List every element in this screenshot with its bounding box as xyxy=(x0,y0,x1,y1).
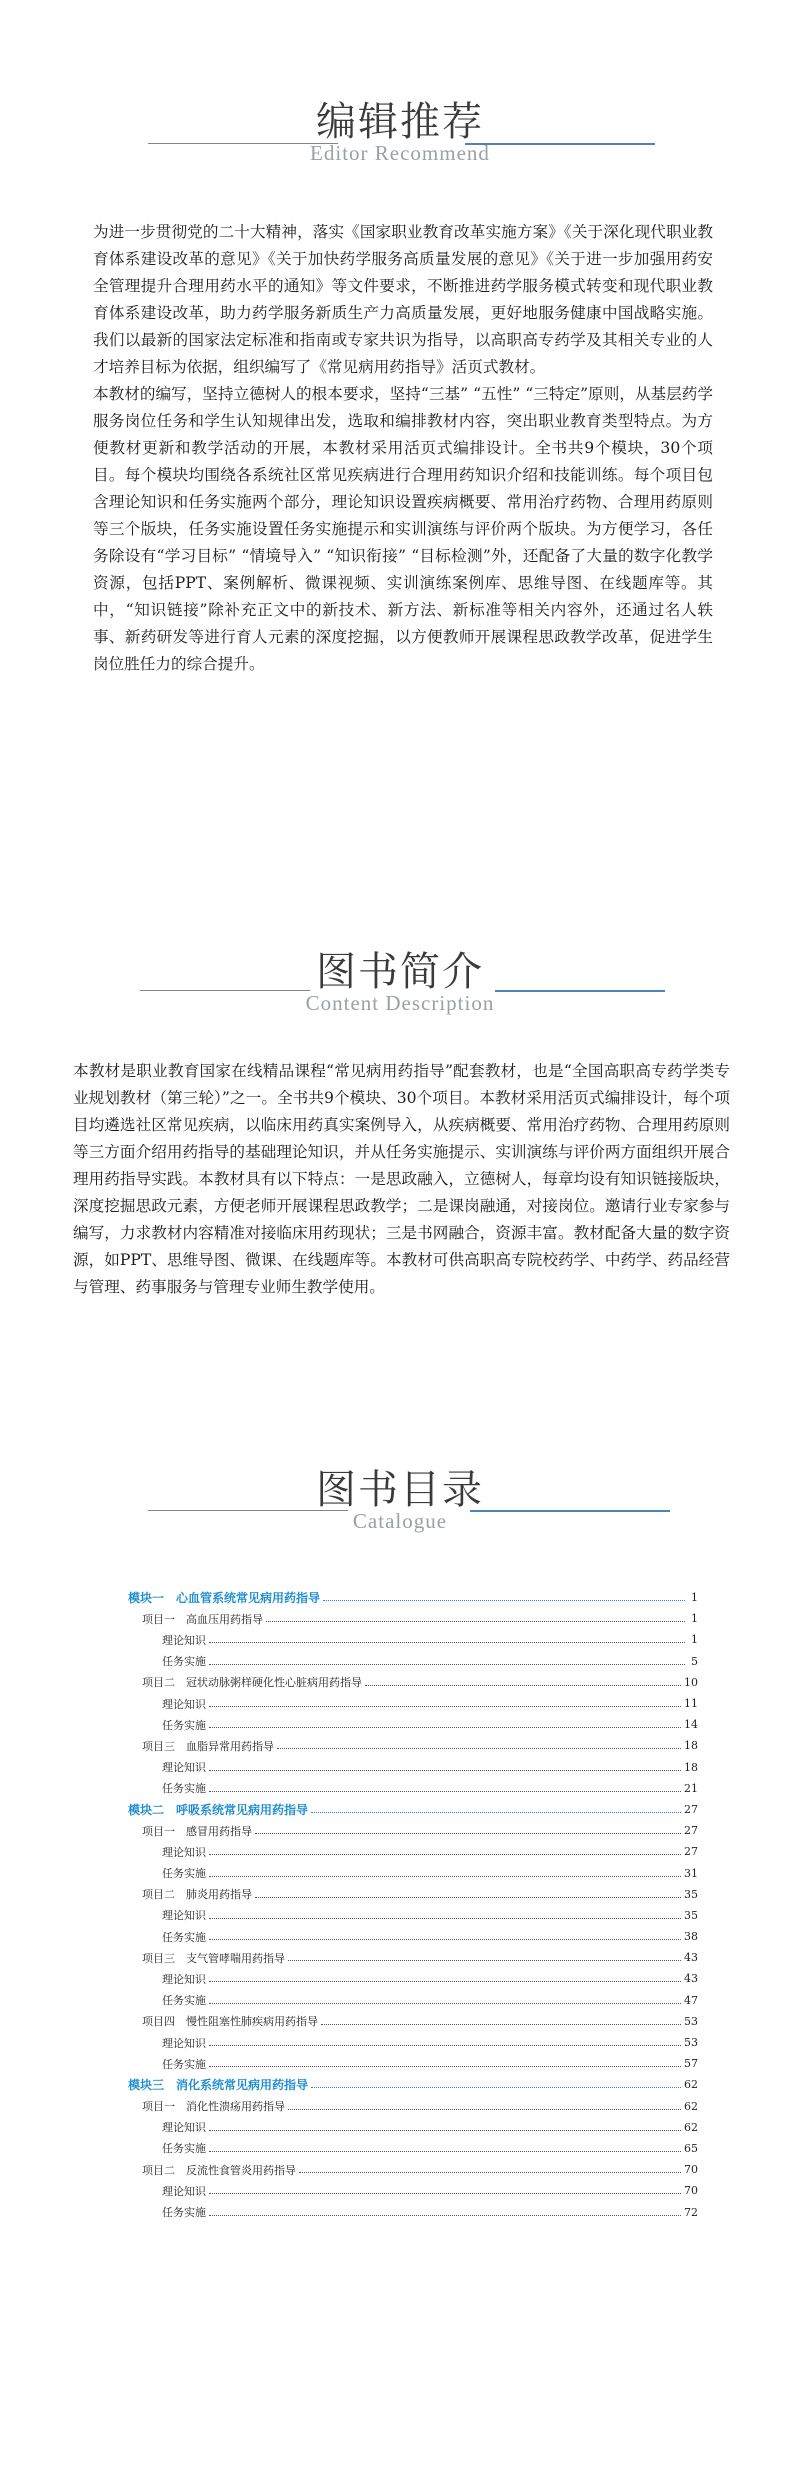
toc-entry-page: 27 xyxy=(684,1824,698,1838)
toc-entry-project xyxy=(128,1608,698,1629)
toc-entry-page: 5 xyxy=(691,1654,698,1668)
toc-leader-dots xyxy=(209,1939,681,1940)
toc-entry-page: 43 xyxy=(684,1951,698,1965)
toc-entry-module xyxy=(128,1587,698,1608)
toc-entry-page: 1 xyxy=(691,1612,698,1626)
toc-leader-dots xyxy=(209,2066,681,2067)
toc-entry-page: 57 xyxy=(684,2057,698,2071)
toc-leader-dots xyxy=(323,1600,685,1601)
toc-entry-sub xyxy=(128,1841,698,1862)
toc-entry-sub xyxy=(128,2053,698,2074)
toc-entry-label: 理论知识 xyxy=(162,2184,206,2198)
editor-title-cn: 编辑推荐 xyxy=(316,99,484,145)
editor-paragraph-2: 本教材的编写，坚持立德树人的根本要求，坚持“三基” “五性” “三特定”原则，从基层药学服务岗位任务和学生认知规律出发，选取和编排教材内容，突出职业教育类型特点。为方便教材更新和教学活动的开展，本教材采用活页式编排设计。全书共9个模块，30个项目。每个模块均围绕各系统社区常见疾病进行合理用药知识介绍和技能训练。每个项目包含理论知识和任务实施两个部分，理论知识设置疾病概要、常用治疗药物、合理用药原则等三个版块，任务实施设置任务实施提示和实训演练与评价两个版块。为方便学习，各任务除设有“学习目标” “情境导入” “知识衔接” “目标检测”外，还配备了大量的数字化教学资源，包括PPT、案例解析、微课视频、实训演练案例库、思维导图、在线题库等。其中，“知识链接”除补充正文中的新技术、新方法、新标准等相关内容外，还通过名人轶事、新药研发等进行育人元素的深度挖掘，以方便教师开展课程思政教学改革，促进学生岗位胜任力的综合提升。 xyxy=(93,385,713,673)
toc-leader-dots xyxy=(209,2151,681,2152)
toc-entry-module xyxy=(128,2074,698,2095)
toc-entry-page: 31 xyxy=(684,1866,698,1880)
toc-entry-project xyxy=(128,2159,698,2180)
toc-entry-label: 理论知识 xyxy=(162,1633,206,1647)
toc-entry-page: 62 xyxy=(684,2078,698,2092)
toc-entry-page: 1 xyxy=(691,1591,698,1605)
description-divider-left xyxy=(140,990,310,991)
editor-divider-right xyxy=(465,143,655,145)
toc-leader-dots xyxy=(311,2087,681,2088)
toc-entry-label: 任务实施 xyxy=(162,1655,206,1669)
toc-entry-sub xyxy=(128,1714,698,1735)
toc-leader-dots xyxy=(209,2045,681,2046)
catalogue-section-header xyxy=(0,1458,800,1534)
toc-entry-label: 任务实施 xyxy=(162,1994,206,2008)
toc-entry-sub xyxy=(128,2180,698,2201)
toc-entry-sub xyxy=(128,1757,698,1778)
toc-leader-dots xyxy=(266,1621,685,1622)
toc-entry-sub xyxy=(128,1926,698,1947)
toc-leader-dots xyxy=(288,1960,681,1961)
table-of-contents xyxy=(128,1587,698,2223)
toc-entry-page: 70 xyxy=(684,2163,698,2177)
toc-leader-dots xyxy=(209,1642,685,1643)
toc-leader-dots xyxy=(209,1664,685,1665)
editor-body xyxy=(93,219,713,678)
toc-entry-label: 理论知识 xyxy=(162,1697,206,1711)
toc-entry-page: 18 xyxy=(684,1760,698,1774)
toc-entry-project xyxy=(128,2011,698,2032)
toc-entry-sub xyxy=(128,1905,698,1926)
toc-entry-label: 项目四 慢性阻塞性肺疾病用药指导 xyxy=(142,2015,318,2029)
toc-leader-dots xyxy=(209,2193,681,2194)
toc-entry-sub xyxy=(128,1778,698,1799)
toc-entry-page: 38 xyxy=(684,1930,698,1944)
toc-leader-dots xyxy=(209,1981,681,1982)
toc-entry-label: 任务实施 xyxy=(162,1718,206,1732)
toc-leader-dots xyxy=(255,1833,681,1834)
toc-leader-dots xyxy=(209,1854,681,1855)
toc-entry-page: 27 xyxy=(684,1802,698,1816)
toc-leader-dots xyxy=(277,1748,681,1749)
toc-entry-page: 70 xyxy=(684,2184,698,2198)
toc-leader-dots xyxy=(209,1706,681,1707)
description-divider-right xyxy=(495,990,665,992)
toc-entry-page: 72 xyxy=(684,2205,698,2219)
toc-entry-page: 18 xyxy=(684,1739,698,1753)
toc-entry-page: 10 xyxy=(684,1675,698,1689)
toc-entry-label: 理论知识 xyxy=(162,1972,206,1986)
toc-leader-dots xyxy=(209,2215,681,2216)
toc-entry-label: 项目一 消化性溃疡用药指导 xyxy=(142,2100,285,2114)
toc-entry-label: 模块三 消化系统常见病用药指导 xyxy=(128,2078,309,2093)
toc-entry-page: 65 xyxy=(684,2141,698,2155)
toc-entry-sub xyxy=(128,1629,698,1650)
toc-leader-dots xyxy=(311,1812,681,1813)
toc-entry-page: 62 xyxy=(684,2099,698,2113)
description-body xyxy=(73,1058,730,1301)
toc-entry-label: 模块一 心血管系统常见病用药指导 xyxy=(128,1591,321,1606)
toc-entry-page: 1 xyxy=(691,1633,698,1647)
toc-entry-project xyxy=(128,1735,698,1756)
toc-entry-label: 任务实施 xyxy=(162,2057,206,2071)
toc-entry-label: 项目一 高血压用药指导 xyxy=(142,1612,263,1626)
toc-leader-dots xyxy=(209,2003,681,2004)
toc-entry-page: 43 xyxy=(684,1972,698,1986)
toc-entry-project xyxy=(128,1672,698,1693)
toc-entry-sub xyxy=(128,1651,698,1672)
editor-title-en: Editor Recommend xyxy=(310,141,490,165)
toc-entry-sub xyxy=(128,2138,698,2159)
toc-entry-sub xyxy=(128,2201,698,2222)
toc-entry-label: 理论知识 xyxy=(162,2121,206,2135)
toc-leader-dots xyxy=(321,2024,681,2025)
toc-entry-label: 模块二 呼吸系统常见病用药指导 xyxy=(128,1802,309,1817)
toc-entry-label: 理论知识 xyxy=(162,2036,206,2050)
description-title-cn: 图书简介 xyxy=(316,949,484,995)
toc-entry-project xyxy=(128,1884,698,1905)
toc-entry-sub xyxy=(128,1862,698,1883)
toc-entry-sub xyxy=(128,1990,698,2011)
toc-entry-page: 11 xyxy=(684,1697,698,1711)
toc-entry-project xyxy=(128,2096,698,2117)
toc-entry-label: 任务实施 xyxy=(162,1867,206,1881)
toc-entry-label: 任务实施 xyxy=(162,2142,206,2156)
editor-section-header xyxy=(0,90,800,166)
toc-entry-sub xyxy=(128,2117,698,2138)
toc-entry-label: 项目二 反流性食管炎用药指导 xyxy=(142,2163,296,2177)
toc-entry-project xyxy=(128,1947,698,1968)
toc-entry-page: 35 xyxy=(684,1887,698,1901)
toc-leader-dots xyxy=(209,1918,681,1919)
toc-entry-page: 27 xyxy=(684,1845,698,1859)
toc-leader-dots xyxy=(255,1897,681,1898)
description-section-header xyxy=(0,940,800,1016)
toc-entry-label: 任务实施 xyxy=(162,1782,206,1796)
toc-leader-dots xyxy=(209,2130,681,2131)
toc-entry-module xyxy=(128,1799,698,1820)
toc-entry-page: 62 xyxy=(684,2120,698,2134)
toc-entry-label: 理论知识 xyxy=(162,1761,206,1775)
catalogue-divider-left xyxy=(148,1510,348,1511)
toc-entry-label: 任务实施 xyxy=(162,1930,206,1944)
catalogue-title-en: Catalogue xyxy=(352,1509,448,1533)
toc-leader-dots xyxy=(209,1876,681,1877)
description-paragraph: 本教材是职业教育国家在线精品课程“常见病用药指导”配套教材，也是“全国高职高专药学类专业规划教材（第三轮）”之一。全书共9个模块、30个项目。本教材采用活页式编排设计，每个项目均遴选社区常见疾病，以临床用药真实案例导入，从疾病概要、常用治疗药物、合理用药原则等三方面介绍用药指导的基础理论知识，并从任务实施提示、实训演练与评价两方面组织开展合理用药指导实践。本教材具有以下特点：一是思政融入，立德树人，每章均设有知识链接版块，深度挖掘思政元素，方便老师开展课程思政教学；二是课岗融通，对接岗位。邀请行业专家参与编写，力求教材内容精准对接临床用药现状；三是书网融合，资源丰富。教材配备大量的数字资源，如PPT、思维导图、微课、在线题库等。本教材可供高职高专院校药学、中药学、药品经营与管理、药事服务与管理专业师生教学使用。 xyxy=(73,1062,730,1296)
toc-entry-label: 项目一 感冒用药指导 xyxy=(142,1824,252,1838)
toc-entry-sub xyxy=(128,1693,698,1714)
toc-entry-label: 项目三 支气管哮喘用药指导 xyxy=(142,1951,285,1965)
toc-entry-label: 理论知识 xyxy=(162,1845,206,1859)
catalogue-divider-right xyxy=(470,1510,670,1512)
toc-entry-page: 35 xyxy=(684,1908,698,1922)
toc-leader-dots xyxy=(288,2109,681,2110)
toc-entry-page: 14 xyxy=(684,1718,698,1732)
toc-leader-dots xyxy=(209,1770,681,1771)
toc-entry-sub xyxy=(128,2032,698,2053)
toc-leader-dots xyxy=(209,1791,681,1792)
description-title-en: Content Description xyxy=(305,991,495,1015)
toc-entry-project xyxy=(128,1820,698,1841)
catalogue-title-cn: 图书目录 xyxy=(316,1467,484,1513)
toc-leader-dots xyxy=(209,1727,681,1728)
toc-entry-page: 47 xyxy=(684,1993,698,2007)
toc-entry-label: 理论知识 xyxy=(162,1909,206,1923)
editor-paragraph-1: 为进一步贯彻党的二十大精神，落实《国家职业教育改革实施方案》《关于深化现代职业教育体系建设改革的意见》《关于加快药学服务高质量发展的意见》《关于进一步加强用药安全管理提升合理用药水平的通知》等文件要求，不断推进药学服务模式转变和现代职业教育体系建设改革，助力药学服务新质生产力高质量发展，更好地服务健康中国战略实施。我们以最新的国家法定标准和指南或专家共识为指导，以高职高专药学及其相关专业的人才培养目标为依据，组织编写了《常见病用药指导》活页式教材。 xyxy=(93,223,713,376)
toc-entry-label: 项目三 血脂异常用药指导 xyxy=(142,1739,274,1753)
toc-leader-dots xyxy=(299,2172,681,2173)
toc-entry-sub xyxy=(128,1968,698,1989)
toc-entry-label: 任务实施 xyxy=(162,2206,206,2220)
toc-entry-page: 53 xyxy=(684,2036,698,2050)
toc-entry-label: 项目二 肺炎用药指导 xyxy=(142,1888,252,1902)
toc-leader-dots xyxy=(365,1685,681,1686)
editor-divider-left xyxy=(148,143,338,144)
toc-entry-label: 项目二 冠状动脉粥样硬化性心脏病用药指导 xyxy=(142,1676,362,1690)
toc-entry-page: 21 xyxy=(684,1781,698,1795)
toc-entry-page: 53 xyxy=(684,2014,698,2028)
